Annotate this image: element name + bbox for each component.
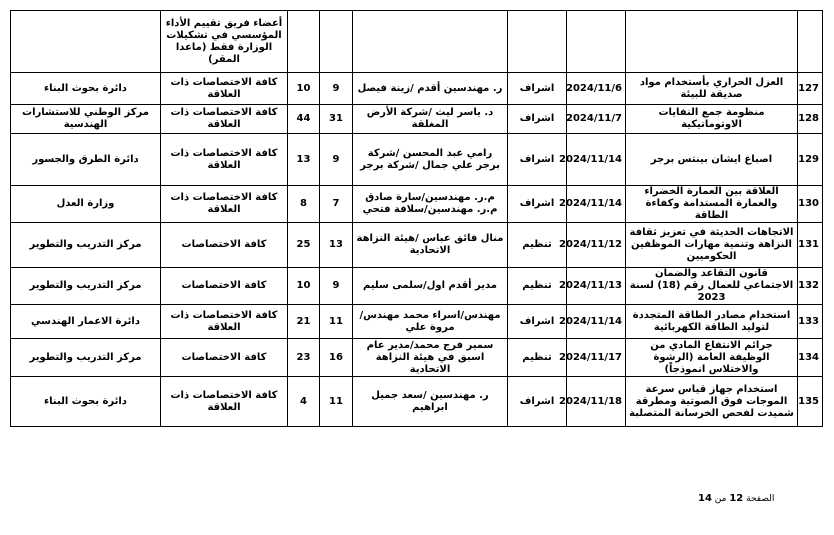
cell-date: 2024/11/13 (567, 268, 626, 305)
cell-title: قانون التقاعد والضمان الاجتماعي للعمال رقم (18) لسنة 2023 (626, 268, 798, 305)
cell-count-b: 25 (288, 223, 320, 268)
table-row-header (11, 11, 823, 73)
cell-type: تنظيم (508, 223, 567, 268)
cell-count-a: 11 (320, 305, 353, 339)
cell-title: منظومة جمع النفايات الاوتوماتيكية (626, 105, 798, 134)
table-row (11, 105, 823, 134)
cell-count-a: 11 (320, 377, 353, 427)
table-row (11, 73, 823, 105)
cell-department: مركز التدريب والتطوير (11, 339, 161, 377)
cell-department: مركز الوطني للاستشارات الهندسية (11, 105, 161, 134)
cell-count-a: 9 (320, 268, 353, 305)
cell-specialization: أعضاء فريق تقييم الأداء المؤسسي في تشكيلات الوزارة فقط (ماعدا المقر) (161, 11, 288, 73)
cell-department: دائرة بحوث البناء (11, 73, 161, 105)
cell-title: استخدام مصادر الطاقة المتجددة لتوليد الطاقة الكهربائية (626, 305, 798, 339)
cell-count-b: 10 (288, 268, 320, 305)
cell-lecturer (353, 11, 508, 73)
cell-seq: 127 (798, 73, 823, 105)
table-row (11, 268, 823, 305)
cell-lecturer: ر. مهندسين أقدم /زينة فيصل (353, 73, 508, 105)
cell-department: وزارة العدل (11, 186, 161, 223)
table-row (11, 186, 823, 223)
cell-seq: 130 (798, 186, 823, 223)
cell-title: جرائم الانتفاع المادي من الوظيفة العامة (الرشوة والاختلاس انموذجاً) (626, 339, 798, 377)
cell-count-a: 7 (320, 186, 353, 223)
cell-lecturer: سمير فرج محمد/مدير عام اسبق في هيئة النزاهة الاتحادية (353, 339, 508, 377)
cell-title: العلاقة بين العمارة الخضراء والعمارة المستدامة وكفاءة الطاقة (626, 186, 798, 223)
cell-date: 2024/11/12 (567, 223, 626, 268)
table-row (11, 305, 823, 339)
cell-title: العزل الحراري بأستخدام مواد صديقة للبيئة (626, 73, 798, 105)
cell-title (626, 11, 798, 73)
cell-type: اشراف (508, 305, 567, 339)
cell-lecturer: منال فائق عباس /هيئة النزاهة الاتحادية (353, 223, 508, 268)
cell-lecturer: مدير أقدم اول/سلمى سليم (353, 268, 508, 305)
table-row (11, 134, 823, 186)
cell-type (508, 11, 567, 73)
cell-specialization: كافة الاختصاصات ذات العلاقة (161, 134, 288, 186)
cell-lecturer: ر. مهندسين /سعد جميل ابراهيم (353, 377, 508, 427)
cell-count-a: 16 (320, 339, 353, 377)
cell-date: 2024/11/7 (567, 105, 626, 134)
page-of: من (714, 494, 727, 504)
cell-count-b: 23 (288, 339, 320, 377)
page-number (698, 493, 774, 504)
cell-title: الاتجاهات الحديثة في تعزيز ثقافة النزاهة وتنمية مهارات الموظفين الحكوميين (626, 223, 798, 268)
cell-type: اشراف (508, 377, 567, 427)
cell-seq: 133 (798, 305, 823, 339)
cell-department: مركز التدريب والتطوير (11, 223, 161, 268)
cell-date: 2024/11/14 (567, 134, 626, 186)
cell-count-b (288, 11, 320, 73)
cell-date: 2024/11/17 (567, 339, 626, 377)
cell-seq: 135 (798, 377, 823, 427)
cell-type: تنظيم (508, 339, 567, 377)
cell-count-a: 9 (320, 73, 353, 105)
cell-specialization: كافة الاختصاصات ذات العلاقة (161, 73, 288, 105)
cell-type: اشراف (508, 134, 567, 186)
cell-department: دائرة الاعمار الهندسي (11, 305, 161, 339)
cell-lecturer: مهندس/اسراء محمد مهندس/مروة علي (353, 305, 508, 339)
cell-seq: 128 (798, 105, 823, 134)
cell-department: مركز التدريب والتطوير (11, 268, 161, 305)
cell-specialization: كافة الاختصاصات ذات العلاقة (161, 186, 288, 223)
activities-table (10, 10, 823, 427)
cell-department: دائرة بحوث البناء (11, 377, 161, 427)
table-row (11, 223, 823, 268)
cell-count-b: 8 (288, 186, 320, 223)
cell-specialization: كافة الاختصاصات ذات العلاقة (161, 105, 288, 134)
cell-count-b: 21 (288, 305, 320, 339)
cell-type: اشراف (508, 73, 567, 105)
cell-seq: 132 (798, 268, 823, 305)
cell-count-b: 13 (288, 134, 320, 186)
page-current: 12 (729, 493, 744, 504)
cell-specialization: كافة الاختصاصات (161, 339, 288, 377)
cell-count-a: 31 (320, 105, 353, 134)
cell-type: تنظيم (508, 268, 567, 305)
cell-seq: 129 (798, 134, 823, 186)
cell-lecturer: د. ياسر ليث /شركة الأرض المغلقة (353, 105, 508, 134)
cell-seq: 134 (798, 339, 823, 377)
cell-date: 2024/11/14 (567, 186, 626, 223)
cell-lecturer: رامي عبد المحسن /شركة برجر علي جمال /شركة برجر (353, 134, 508, 186)
cell-count-b: 10 (288, 73, 320, 105)
cell-date: 2024/11/6 (567, 73, 626, 105)
cell-seq (798, 11, 823, 73)
cell-seq: 131 (798, 223, 823, 268)
cell-department (11, 11, 161, 73)
cell-date (567, 11, 626, 73)
cell-count-a (320, 11, 353, 73)
cell-date: 2024/11/18 (567, 377, 626, 427)
cell-type: اشراف (508, 186, 567, 223)
cell-count-a: 13 (320, 223, 353, 268)
page-total: 14 (698, 493, 712, 504)
cell-specialization: كافة الاختصاصات (161, 223, 288, 268)
page-label: الصفحة (746, 494, 775, 504)
cell-count-b: 44 (288, 105, 320, 134)
cell-specialization: كافة الاختصاصات ذات العلاقة (161, 377, 288, 427)
cell-specialization: كافة الاختصاصات (161, 268, 288, 305)
cell-type: اشراف (508, 105, 567, 134)
table-row (11, 377, 823, 427)
cell-title: اصباغ ايشان بينتس برجر (626, 134, 798, 186)
table-row (11, 339, 823, 377)
cell-lecturer: م.ر. مهندسين/سارة صادق م.ر. مهندسين/سلافة فتحي (353, 186, 508, 223)
cell-count-b: 4 (288, 377, 320, 427)
cell-department: دائرة الطرق والجسور (11, 134, 161, 186)
cell-date: 2024/11/14 (567, 305, 626, 339)
cell-specialization: كافة الاختصاصات ذات العلاقة (161, 305, 288, 339)
cell-count-a: 9 (320, 134, 353, 186)
cell-title: استخدام جهاز قياس سرعة الموجات فوق الصوتية ومطرقة شميدت لفحص الخرسانة المتصلبة (626, 377, 798, 427)
